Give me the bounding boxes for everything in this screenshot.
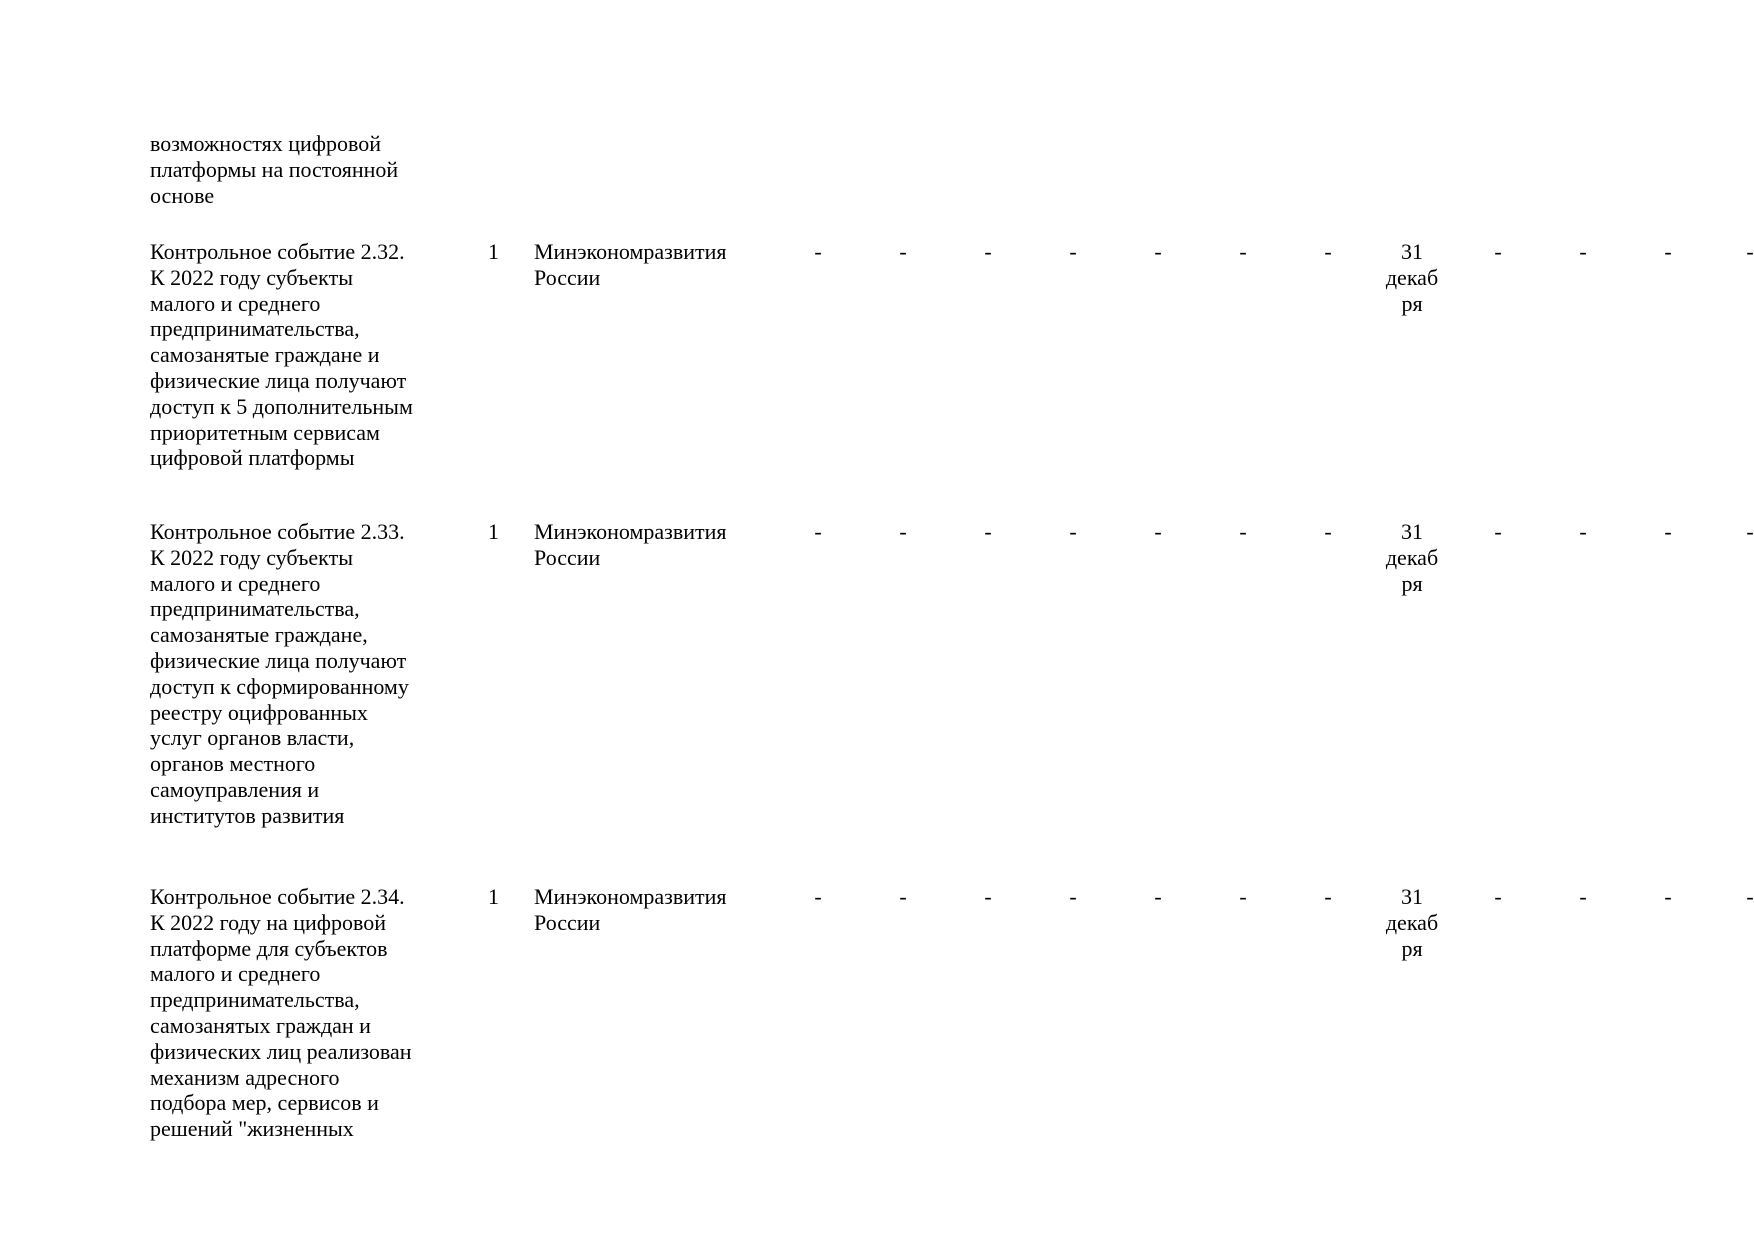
dash-cell: - [1664, 239, 1672, 264]
dash-cell: - [984, 519, 992, 544]
dash-cell: - [1746, 884, 1754, 909]
dash-cell: - [1154, 239, 1162, 264]
dash-cell: - [1069, 519, 1077, 544]
dash-cell: - [899, 239, 907, 264]
event-number: 1 [488, 884, 499, 909]
continuation-text: возможностях цифровой платформы на постоянной основе [150, 131, 399, 208]
dash-cell: - [1494, 519, 1502, 544]
dash-cell: - [814, 884, 822, 909]
dash-cell: - [1239, 239, 1247, 264]
dash-cell: - [1239, 884, 1247, 909]
dash-cell: - [984, 884, 992, 909]
deadline-date: 31 декаб ря [1385, 884, 1439, 961]
dash-cell: - [1746, 239, 1754, 264]
event-number: 1 [488, 239, 499, 264]
dash-cell: - [1664, 519, 1672, 544]
deadline-date: 31 декаб ря [1385, 239, 1439, 316]
dash-cell: - [984, 239, 992, 264]
dash-cell: - [1579, 239, 1587, 264]
dash-cell: - [1746, 519, 1754, 544]
dash-cell: - [814, 239, 822, 264]
event-description: Контрольное событие 2.32. К 2022 году субъекты малого и среднего предпринимательства, самозанятые граждане и физические лица получают доступ к 5 дополнительным приоритетным сервисам цифровой платформы [150, 239, 413, 471]
dash-cell: - [1154, 519, 1162, 544]
dash-cell: - [1664, 884, 1672, 909]
dash-cell: - [1494, 239, 1502, 264]
deadline-date: 31 декаб ря [1385, 519, 1439, 596]
dash-cell: - [814, 519, 822, 544]
dash-cell: - [1069, 239, 1077, 264]
dash-cell: - [899, 519, 907, 544]
event-description: Контрольное событие 2.33. К 2022 году субъекты малого и среднего предпринимательства, самозанятые граждане, физические лица получают доступ к сформированному реестру оцифрованных услуг органов власти, органов местного самоуправления и институтов развития [150, 519, 409, 828]
dash-cell: - [899, 884, 907, 909]
dash-cell: - [1069, 884, 1077, 909]
responsible-agency: Минэкономразвития России [534, 519, 727, 570]
event-number: 1 [488, 519, 499, 544]
dash-cell: - [1579, 884, 1587, 909]
dash-cell: - [1579, 519, 1587, 544]
dash-cell: - [1324, 519, 1332, 544]
dash-cell: - [1494, 884, 1502, 909]
dash-cell: - [1324, 884, 1332, 909]
dash-cell: - [1239, 519, 1247, 544]
dash-cell: - [1154, 884, 1162, 909]
event-description: Контрольное событие 2.34. К 2022 году на цифровой платформе для субъектов малого и среднего предпринимательства, самозанятых граждан и физических лиц реализован механизм адресного подбора мер, сервисов и решений "жизненных [150, 884, 412, 1142]
responsible-agency: Минэкономразвития России [534, 884, 727, 935]
responsible-agency: Минэкономразвития России [534, 239, 727, 290]
dash-cell: - [1324, 239, 1332, 264]
